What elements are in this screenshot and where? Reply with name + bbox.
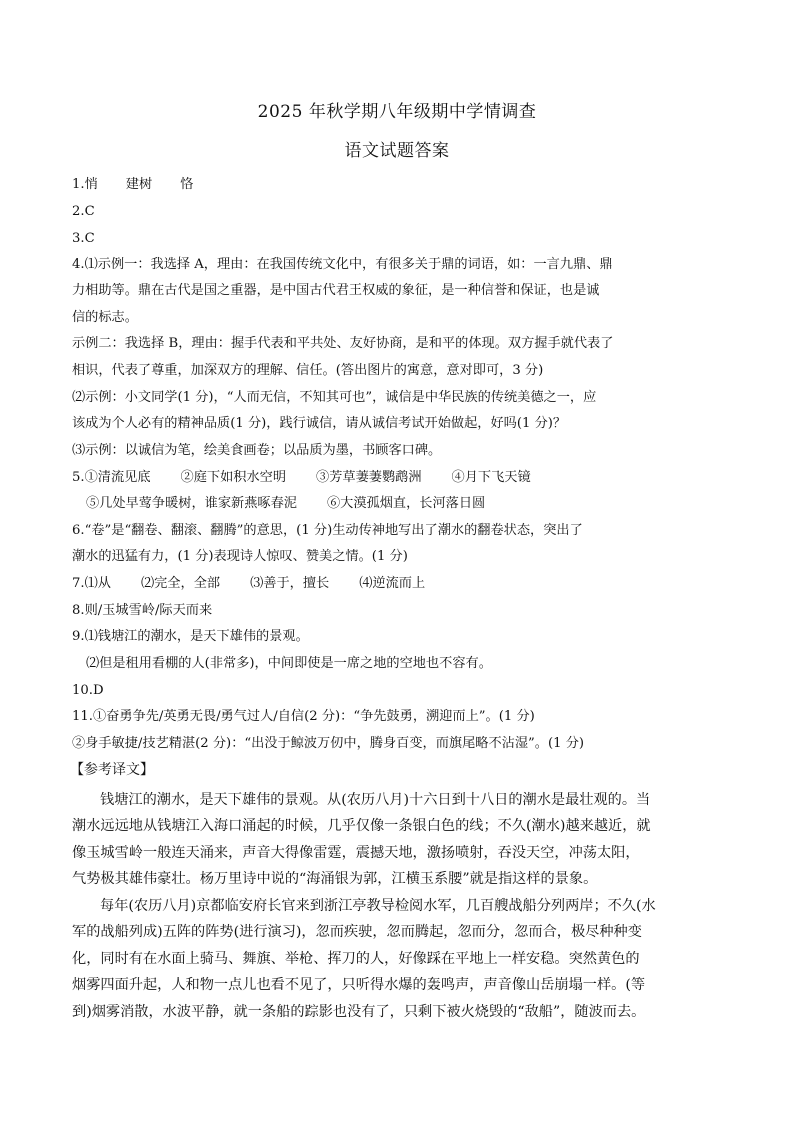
answer-8: 8.则/玉城雪岭/际天而来 (72, 603, 213, 618)
answer-7-item: ⑶善于，擅长 (250, 576, 330, 591)
translation-line: 化，同时有在水面上骑马、舞旗、举枪、挥刀的人，好像踩在平地上一样安稳。突然黄色的 (72, 951, 640, 967)
answer-9-line: 9.⑴钱塘江的潮水，是天下雄伟的景观。 (72, 629, 309, 644)
answer-4-line: ⑵示例：小文同学(1 分)，“人而无信，不知其可也”，诚信是中华民族的传统美德之一，应 (72, 390, 597, 405)
translation-line: 到)烟雾消散，水波平静，就一条船的踪影也没有了，只剩下被火烧毁的“敌船”，随波而去。 (72, 1004, 646, 1020)
answer-10: 10.D (72, 683, 104, 698)
answer-5-item: ③芳草萋萋鹦鹉洲 (316, 470, 422, 485)
answer-11-line: ②身手敏捷/技艺精湛(2 分)：“出没于鲸波万仞中，腾身百变，而旗尾略不沾湿”。(1 分) (72, 736, 585, 751)
translation-line: 钱塘江的潮水，是天下雄伟的景观。从(农历八月)十六日到十八日的潮水是最壮观的。当 (100, 792, 651, 808)
answer-1 (72, 175, 732, 195)
page-title: 2025 年秋学期八年级期中学情调查 (257, 102, 537, 122)
translation-line: 潮水远远地从钱塘江入海口涌起的时候，几乎仅像一条银白色的线；不久(潮水)越来越近，就 (72, 818, 651, 834)
answer-7-item: 7.⑴从 (72, 576, 111, 591)
answer-9-line: ⑵但是租用看棚的人(非常多)，中间即使是一席之地的空地也不容有。 (86, 656, 492, 671)
answer-4-line: ⑶示例：以诚信为笔，绘美食画卷；以品质为墨，书顾客口碑。 (72, 443, 442, 458)
answer-7-item: ⑵完全，全部 (140, 576, 221, 591)
answer-7-item: ⑷逆流而上 (359, 576, 426, 591)
answer-11-line: 11.①奋勇争先/英勇无畏/勇气过人/自信(2 分)：“争先鼓勇，溯迎而上”。(1 分) (72, 709, 535, 724)
answer-1-c: 恪 (180, 177, 194, 192)
answer-5-item: ⑤几处早莺争暖树，谁家新燕啄春泥 (86, 496, 297, 511)
answer-4-line: 相识，代表了尊重，加深双方的理解、信任。(答出图片的寓意，意对即可，3 分) (72, 363, 544, 378)
answer-6-line: 潮水的迅猛有力，(1 分)表现诗人惊叹、赞美之情。(1 分) (72, 549, 408, 564)
answer-4-line: 力相助等。鼎在古代是国之重器，是中国古代君王权威的象征，是一种信誉和保证，也是诚 (72, 283, 600, 298)
answer-5-item: 5.①清流见底 (72, 470, 151, 485)
answer-5-item: ⑥大漠孤烟直，长河落日圆 (327, 496, 486, 511)
translation-line: 像玉城雪岭一般连天涌来，声音大得像雷霆，震撼天地，激扬喷射，吞没天空，冲荡太阳， (72, 845, 640, 861)
answer-4-line: 4.⑴示例一：我选择 A，理由：在我国传统文化中，有很多关于鼎的词语，如：一言九鼎、鼎 (72, 257, 613, 272)
answer-1-b: 建树 (125, 177, 153, 192)
answer-4-line: 该成为个人必有的精神品质(1 分)，践行诚信，请从诚信考试开始做起，好吗(1 分)？ (72, 416, 567, 431)
translation-heading: 【参考译文】 (70, 762, 154, 778)
answer-1-a: 1.悄 (72, 177, 98, 192)
answer-5-row-1 (72, 468, 732, 488)
translation-line: 烟雾四面升起，人和物一点儿也看不见了，只听得水爆的轰鸣声，声音像山岳崩塌一样。(等 (72, 977, 646, 993)
answer-2: 2.C (72, 204, 95, 219)
answer-5-item: ②庭下如积水空明 (180, 470, 287, 485)
answer-4-line: 信的标志。 (72, 310, 138, 325)
page-subtitle: 语文试题答案 (344, 141, 450, 161)
translation-line: 每年(农历八月)京都临安府长官来到浙江亭教导检阅水军，几百艘战船分列两岸；不久(水 (100, 898, 656, 914)
translation-line: 军的战船列成)五阵的阵势(进行演习)，忽而疾驶，忽而腾起，忽而分，忽而合，极尽种种变 (72, 924, 642, 940)
translation-line: 气势极其雄伟豪壮。杨万里诗中说的“海涌银为郭，江横玉系腰”就是指这样的景象。 (72, 871, 598, 887)
answer-5-row-2 (86, 494, 746, 514)
answer-3: 3.C (72, 231, 95, 246)
answer-4-line: 示例二：我选择 B，理由：握手代表和平共处、友好协商，是和平的体现。双方握手就代表了 (72, 336, 614, 351)
answer-6-line: 6.“卷”是“翻卷、翻滚、翻腾”的意思，(1 分)生动传神地写出了潮水的翻卷状态，突出了 (72, 523, 583, 538)
answer-5-item: ④月下飞天镜 (451, 470, 531, 485)
answer-7 (72, 574, 732, 594)
